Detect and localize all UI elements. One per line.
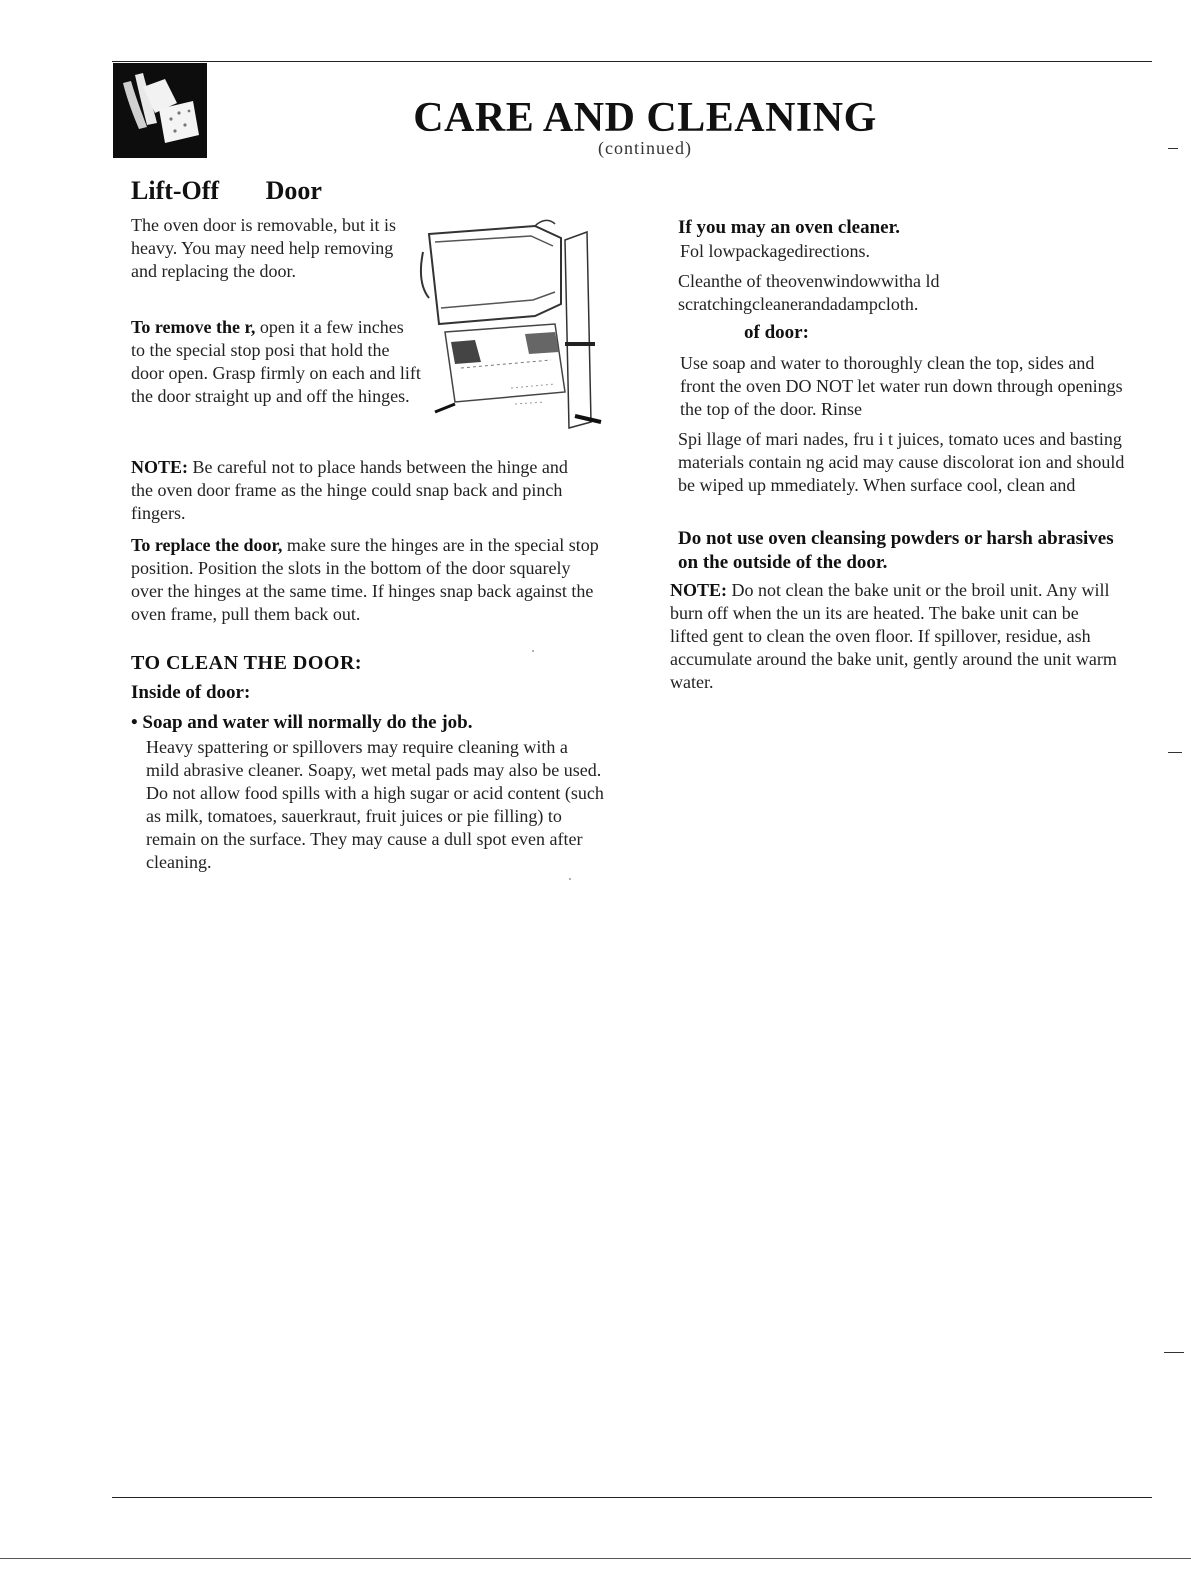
footer-rule	[112, 1497, 1152, 1498]
bake-unit-note-label: NOTE:	[670, 580, 728, 600]
margin-mark	[1168, 148, 1178, 149]
print-speck	[532, 650, 534, 652]
print-speck	[569, 878, 571, 880]
outside-warning-text: Do not use oven cleansing powders or harsh abrasives on the outside of the door.	[678, 528, 1114, 573]
bake-unit-note-text: Do not clean the bake unit or the broil unit. Any will burn off when the un its are heated. The bake unit can be lifted gent to clean the oven floor. If spillover, residue, ash accumulate around the bake unit, gently around the unit warm water.	[670, 580, 1117, 692]
lift-off-note-label: NOTE:	[131, 457, 189, 477]
page-title: CARE AND CLEANING	[413, 95, 877, 141]
header-rule	[112, 61, 1152, 62]
lift-off-note	[131, 456, 571, 525]
page-edge-rule	[0, 1558, 1191, 1559]
follow-directions-text: Fol lowpackagedirections.	[680, 241, 870, 261]
bake-unit-note	[670, 579, 1118, 694]
hand-sponge-icon	[113, 63, 207, 158]
replace-door-label: To replace the door,	[131, 535, 283, 555]
bullet-icon: •	[131, 712, 138, 733]
remove-door-text: open it a few inches to the special stop posi that hold the door open. Grasp firmly on each and lift the door straight up and off the hinges.	[131, 317, 421, 406]
margin-mark	[1168, 752, 1182, 753]
remove-door-label: To remove the r,	[131, 317, 256, 337]
outside-door-heading: of door:	[744, 322, 809, 343]
page-subtitle: (continued)	[598, 138, 692, 158]
soap-water-bullet-text: Heavy spattering or spillovers may require cleaning with a mild abrasive cleaner. Soapy, wet metal pads may also be used. Do not allow food spills with a high sugar or acid content (such as milk, tomatoes, sauerkraut, fruit juices or pie filling) to remain on the surface. They may cause a dull spot even after cleaning.	[146, 737, 604, 872]
replace-door-text: make sure the hinges are in the special stop position. Position the slots in the bottom of the door squarely over the hinges at the same time. If hinges snap back against the oven frame, pull them back out.	[131, 535, 599, 624]
lift-off-note-text: Be careful not to place hands between the hinge and the oven door frame as the hinge could snap back and pinch fingers.	[131, 457, 568, 523]
lift-off-door-heading: Lift-Off Door	[131, 176, 322, 205]
spillage-text: Spi llage of mari nades, fru i t juices, tomato uces and basting materials contain ng acid may cause discolorat ion and should be wiped up mmediately. When surface cool, clean and	[678, 429, 1125, 495]
soap-water-bullet	[131, 712, 472, 734]
lift-off-intro: The oven door is removable, but it is heavy. You may need help removing and replacing the door.	[131, 215, 396, 281]
inside-door-heading: Inside of door:	[131, 682, 251, 703]
soap-water-bullet-label: Soap and water will normally do the job.	[142, 712, 473, 733]
if-oven-cleaner-line: If you may an oven cleaner.	[678, 217, 901, 238]
replace-door-paragraph	[131, 534, 599, 626]
clean-window-text: Cleanthe of theovenwindowwitha ld scratchingcleanerandadampcloth.	[678, 271, 940, 314]
remove-door-paragraph	[131, 316, 421, 408]
margin-mark	[1164, 1352, 1184, 1353]
oven-door-removal-illustration	[415, 212, 605, 442]
outside-soap-text: Use soap and water to thoroughly clean the top, sides and front the oven DO NOT let water run down through openings the top of the door. Rinse	[680, 353, 1123, 419]
clean-door-heading: TO CLEAN THE DOOR:	[131, 652, 363, 674]
